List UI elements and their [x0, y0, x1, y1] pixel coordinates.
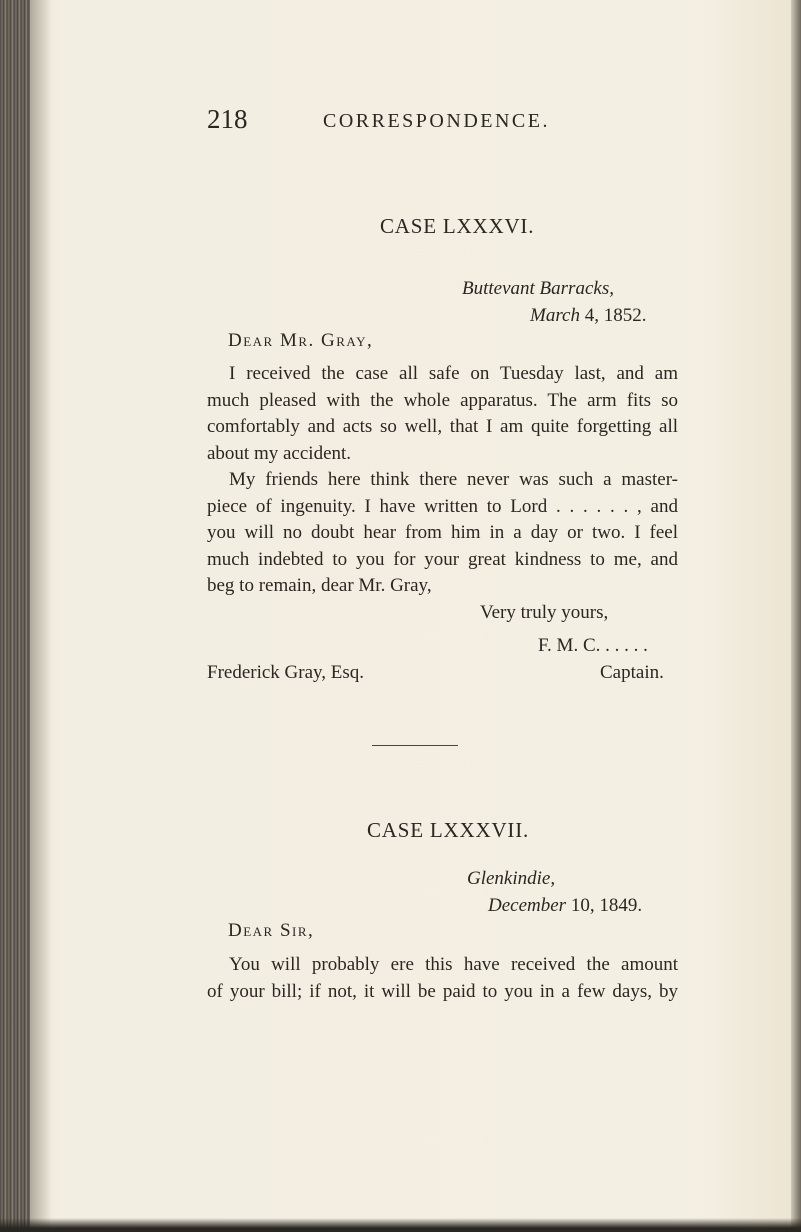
page-edge: [791, 0, 801, 1232]
body-line: piece of ingenuity. I have written to Lord . . . . . . , and: [207, 496, 678, 517]
date-month: March: [530, 305, 580, 326]
letter-signature: F. M. C. . . . . .: [538, 635, 648, 656]
body-line: I received the case all safe on Tuesday last, and am: [229, 363, 678, 384]
body-line: about my accident.: [207, 443, 352, 464]
letter-date: [488, 895, 642, 917]
body-line: beg to remain, dear Mr. Gray,: [207, 575, 432, 596]
section-divider: [372, 745, 458, 746]
letter-rank: Captain.: [600, 662, 664, 683]
salutation: Dear Sir,: [228, 920, 315, 941]
body-line: comfortably and acts so well, that I am quite forgetting all: [207, 416, 678, 437]
salutation: Dear Mr. Gray,: [228, 330, 374, 351]
letter-closing: Very truly yours,: [480, 602, 609, 623]
letter-place: Buttevant Barracks,: [462, 278, 614, 299]
page-number: 218: [207, 104, 248, 134]
letter-place: Glenkindie,: [467, 868, 556, 889]
body-line: much indebted to you for your great kindness to me, and: [207, 549, 678, 570]
date-month: December: [488, 895, 567, 916]
case-heading: CASE LXXXVI.: [380, 214, 535, 238]
body-line: My friends here think there never was such a master-: [229, 469, 678, 490]
body-line: of your bill; if not, it will be paid to you in a few days, by: [207, 981, 678, 1002]
date-rest: 4, 1852.: [579, 305, 647, 326]
body-line: you will no doubt hear from him in a day or two. I feel: [207, 522, 678, 543]
page-bottom-edge: [0, 1218, 801, 1232]
running-title: CORRESPONDENCE.: [323, 110, 550, 132]
date-rest: 10, 1849.: [566, 895, 643, 916]
letter-date: [530, 305, 646, 327]
body-line: much pleased with the whole apparatus. The arm fits so: [207, 390, 678, 411]
book-binding: [0, 0, 30, 1232]
body-line: You will probably ere this have received the amount: [229, 954, 678, 975]
gutter-shadow: [30, 0, 52, 1232]
letter-addressee: Frederick Gray, Esq.: [207, 662, 365, 683]
case-heading: CASE LXXXVII.: [367, 818, 530, 842]
